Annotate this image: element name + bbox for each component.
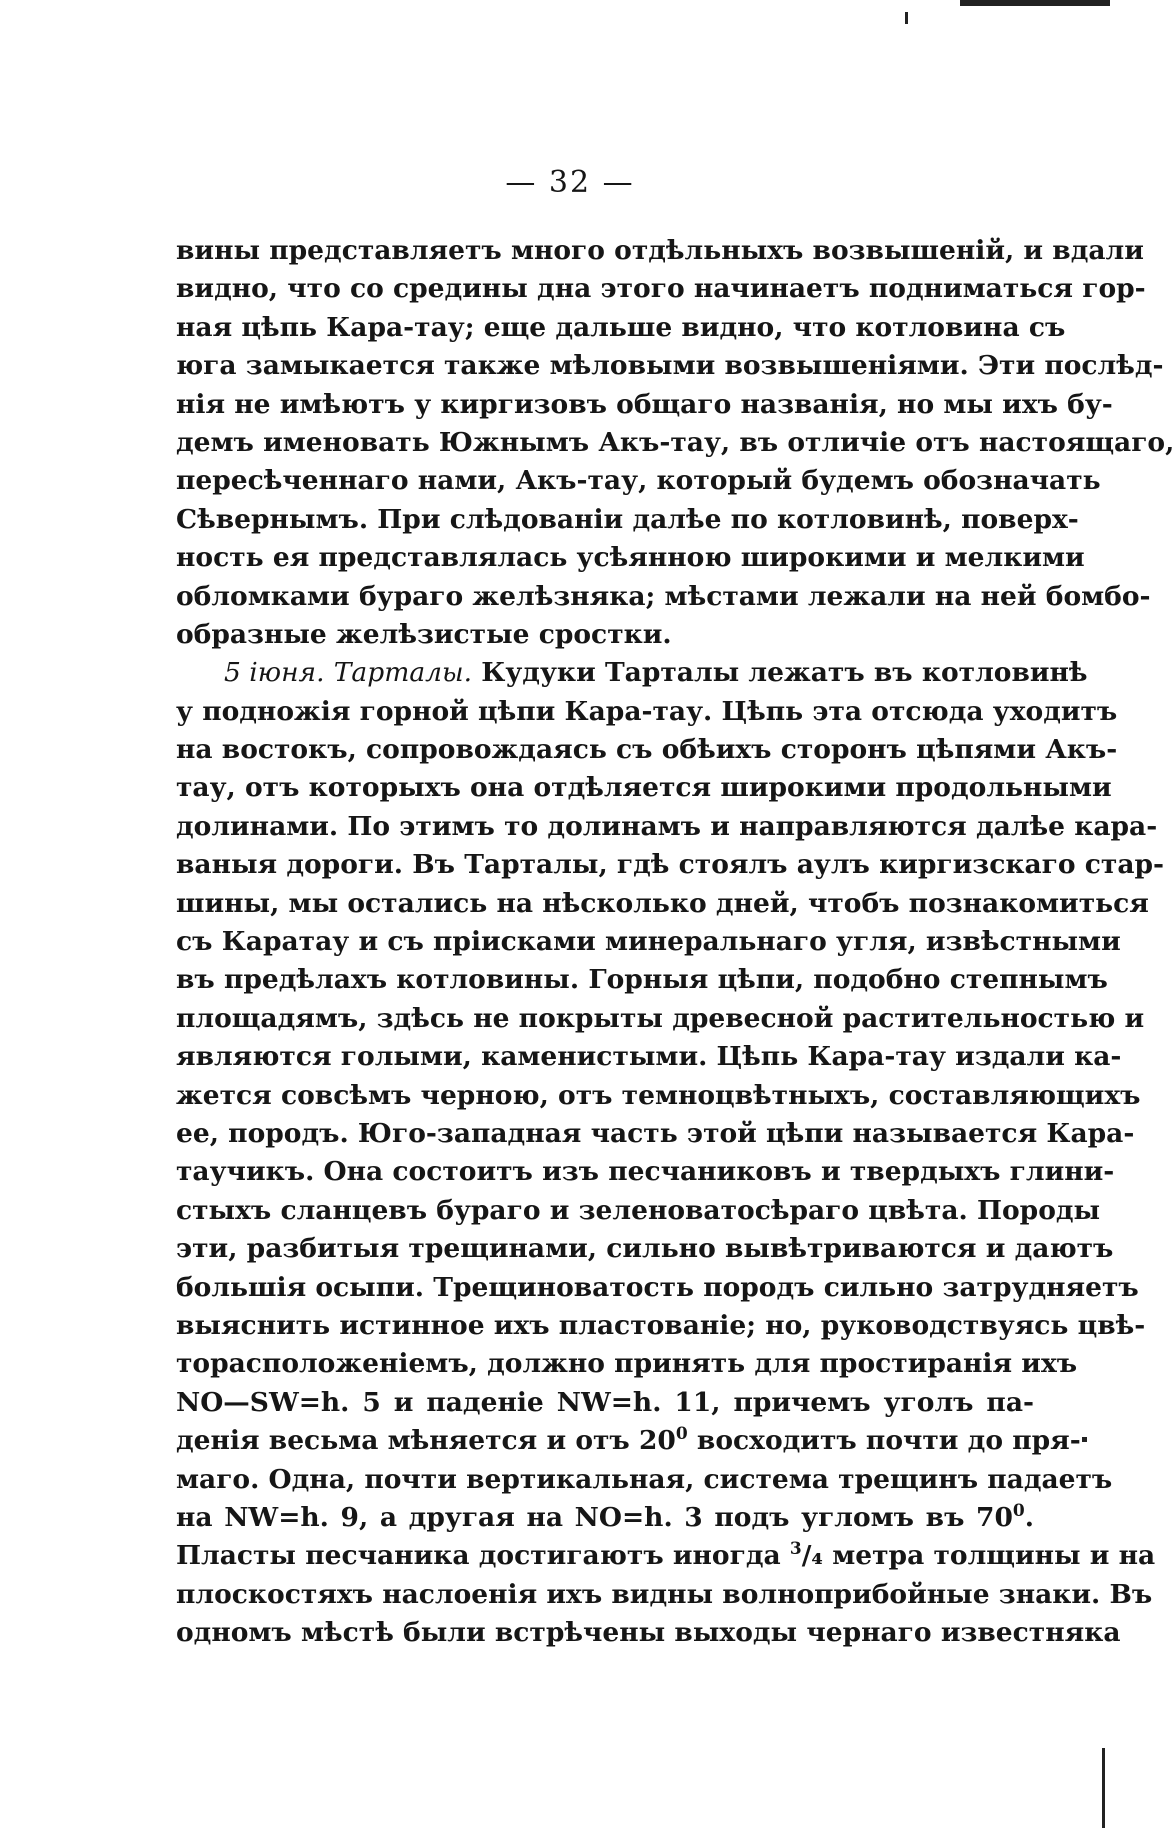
fraction-sup: 3 [789,1539,802,1560]
text-line: вины представляетъ много отдѣльныхъ возвышеній, и вдали [176,235,1144,266]
text-line: стыхъ сланцевъ бураго и зеленоватосѣраго цвѣта. Породы [176,1194,1101,1226]
page-number: — 32 — [505,165,635,200]
text-line-paragraph-end: образные желѣзистые сростки. [176,618,672,650]
degree-before: денія весьма мѣняется и отъ 20 [176,1425,676,1457]
fraction-before: Пласты песчаника достигаютъ иногда [176,1540,790,1572]
text-line: нія не имѣютъ у киргизовъ общаго названія, но мы ихъ бу- [176,388,1113,420]
text-line: шины, мы остались на нѣсколько дней, чтобъ познакомиться [176,887,1149,919]
text-line-fraction [176,1537,1156,1575]
text-line: выяснить истинное ихъ пластованіе; но, руководствуясь цвѣ- [176,1309,1146,1341]
text-line: у подножія горной цѣпи Кара-тау. Цѣпь эта отсюда уходитъ [176,695,1118,727]
scan-artifact-tick [905,12,908,24]
text-line: площадямъ, здѣсь не покрыты древесной растительностью и [176,1002,1145,1034]
text-line-degree [176,1422,1081,1460]
entry-date: 5 іюня. [224,657,325,689]
text-line: ная цѣпь Кара-тау; еще дальше видно, что котловина съ [176,311,1066,343]
text-line: долинами. По этимъ то долинамъ и направляются далѣе кара- [176,810,1158,842]
text-line: ваныя дороги. Въ Тарталы, гдѣ стоялъ аулъ киргизскаго стар- [176,849,1165,881]
text-line: на востокъ, сопровождаясь съ обѣихъ сторонъ цѣпями Акъ- [176,734,1118,766]
text-line: въ предѣлахъ котловины. Горныя цѣпи, подобно степнымъ [176,964,1108,996]
text-line: являются голыми, каменистыми. Цѣпь Кара-тау издали ка- [176,1041,1122,1073]
text-line: одномъ мѣстѣ были встрѣчены выходы чернаго известняка [176,1617,1121,1649]
text-line: ее, породъ. Юго-западная часть этой цѣпи называется Кара- [176,1117,1135,1149]
text-line: маго. Одна, почти вертикальная, система трещинъ падаетъ [176,1463,1113,1495]
text-line: обломками бураго желѣзняка; мѣстами лежали на ней бомбо- [176,580,1151,612]
text-line: эти, разбитыя трещинами, сильно вывѣтриваются и даютъ [176,1233,1114,1265]
body-text [176,232,1174,1652]
text-line: съ Каратау и съ пріисками минеральнаго угля, извѣстными [176,926,1121,958]
angle-after: . [1024,1501,1034,1533]
text-line: торасположеніемъ, должно принять для простиранія ихъ [176,1348,1078,1380]
text-line: пересѣченнаго нами, Акъ-тау, который будемъ обозначать [176,465,1101,497]
text-line: ность ея представлялась усѣянною широкими и мелкими [176,542,1085,574]
angle-sup: 0 [1012,1500,1025,1521]
text-line: демъ именовать Южнымъ Акъ-тау, въ отличіе отъ настоящаго, [176,426,1174,458]
entry-first-line-rest: Кудуки Тарталы лежатъ въ котловинѣ [481,657,1088,689]
text-line: тау, отъ которыхъ она отдѣляется широкими продольными [176,772,1112,804]
text-line: большія осыпи. Трещиноватость породъ сильно затрудняетъ [176,1271,1139,1303]
text-line: юга замыкается также мѣловыми возвышеніями. Эти послѣд- [176,350,1164,382]
fraction-after: /₄ метра толщины и на [801,1540,1156,1572]
degree-sup: 0 [675,1424,688,1445]
entry-place: Тарталы. [333,657,472,689]
scan-artifact-right-edge [1102,1748,1105,1828]
text-line: жется совсѣмъ черною, отъ темноцвѣтныхъ, составляющихъ [176,1079,1141,1111]
degree-after: восходитъ почти до пря- [687,1425,1081,1457]
text-line: таучикъ. Она состоитъ изъ песчаниковъ и твердыхъ глини- [176,1156,1115,1188]
text-line-angle [176,1499,1034,1537]
text-line: NO—SW=h. 5 и паденіе NW=h. 11, причемъ уголъ па- [176,1386,1034,1418]
text-line: плоскостяхъ наслоенія ихъ видны волноприбойные знаки. Въ [176,1578,1153,1610]
angle-before: на NW=h. 9, а другая на NO=h. 3 подъ угломъ въ 70 [176,1501,1013,1533]
entry-heading-line [176,654,1088,692]
scan-artifact-dot [1082,1437,1087,1442]
text-line: Сѣвернымъ. При слѣдованіи далѣе по котловинѣ, поверх- [176,503,1079,535]
text-line: видно, что со средины дна этого начинаетъ подниматься гор- [176,273,1146,305]
scan-artifact-top-right [960,0,1110,6]
